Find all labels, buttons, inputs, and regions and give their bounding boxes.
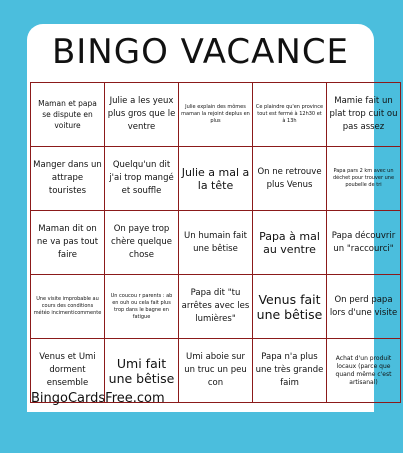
grid-row bbox=[31, 275, 401, 339]
card-title: BINGO VACANCE bbox=[51, 32, 350, 72]
bingo-cell[interactable]: Papa n'a plus une très grande faim bbox=[253, 339, 327, 403]
bingo-cell[interactable]: Papa pars 2 km avec un déchet pour trouver une poubelle de tri bbox=[327, 147, 401, 211]
bingo-cell[interactable]: Mamie fait un plat trop cuit ou pas assez bbox=[327, 83, 401, 147]
bingo-cell[interactable]: Julie explain des mômes maman la rejoint deplus en plus bbox=[179, 83, 253, 147]
bingo-cell[interactable]: Maman et papa se dispute en voiture bbox=[31, 83, 105, 147]
bingo-cell[interactable]: Venus fait une bêtise bbox=[253, 275, 327, 339]
bingo-cell[interactable]: Ce plaindre qu'en province tout est fermé à 12h30 et à 13h bbox=[253, 83, 327, 147]
bingo-cell[interactable]: Umi fait une bêtise bbox=[105, 339, 179, 403]
bingo-cell[interactable]: Julie a mal a la tête bbox=[179, 147, 253, 211]
bingo-grid bbox=[30, 82, 401, 403]
bingo-cell[interactable]: Julie a les yeux plus gros que le ventre bbox=[105, 83, 179, 147]
bingo-cell[interactable]: Umi aboie sur un truc un peu con bbox=[179, 339, 253, 403]
bingo-cell[interactable]: Papa découvrir un "raccourci" bbox=[327, 211, 401, 275]
bingo-cell[interactable]: Quelqu'un dit j'ai trop mangé et souffle bbox=[105, 147, 179, 211]
bingo-cell[interactable]: Manger dans un attrape touristes bbox=[31, 147, 105, 211]
footer-site-link[interactable]: BingoCardsFree.com bbox=[31, 391, 165, 406]
bingo-cell[interactable]: Une visite improbable au cours des conditions météo incimenticommente bbox=[31, 275, 105, 339]
grid-row bbox=[31, 211, 401, 275]
bingo-cell[interactable]: Papa à mal au ventre bbox=[253, 211, 327, 275]
bingo-cell[interactable]: On perd papa lors d'une visite bbox=[327, 275, 401, 339]
bingo-cell[interactable]: Achat d'un produit locaux (parce que quand même c'est artisanal) bbox=[327, 339, 401, 403]
bingo-cell[interactable]: On ne retrouve plus Venus bbox=[253, 147, 327, 211]
bingo-cell[interactable]: Venus et Umi dorment ensemble bbox=[31, 339, 105, 403]
bingo-cell[interactable]: Un coucou r parents : ab en ouh ou cela fait plus trop dans le bagne en fatigue bbox=[105, 275, 179, 339]
bingo-cell[interactable]: Papa dit "tu arrêtes avec les lumières" bbox=[179, 275, 253, 339]
bingo-card bbox=[27, 24, 398, 412]
grid-row bbox=[31, 147, 401, 211]
bingo-cell[interactable]: Un humain fait une bêtise bbox=[179, 211, 253, 275]
bingo-cell[interactable]: Maman dit on ne va pas tout faire bbox=[31, 211, 105, 275]
bingo-cell[interactable]: On paye trop chère quelque chose bbox=[105, 211, 179, 275]
grid-row bbox=[31, 83, 401, 147]
